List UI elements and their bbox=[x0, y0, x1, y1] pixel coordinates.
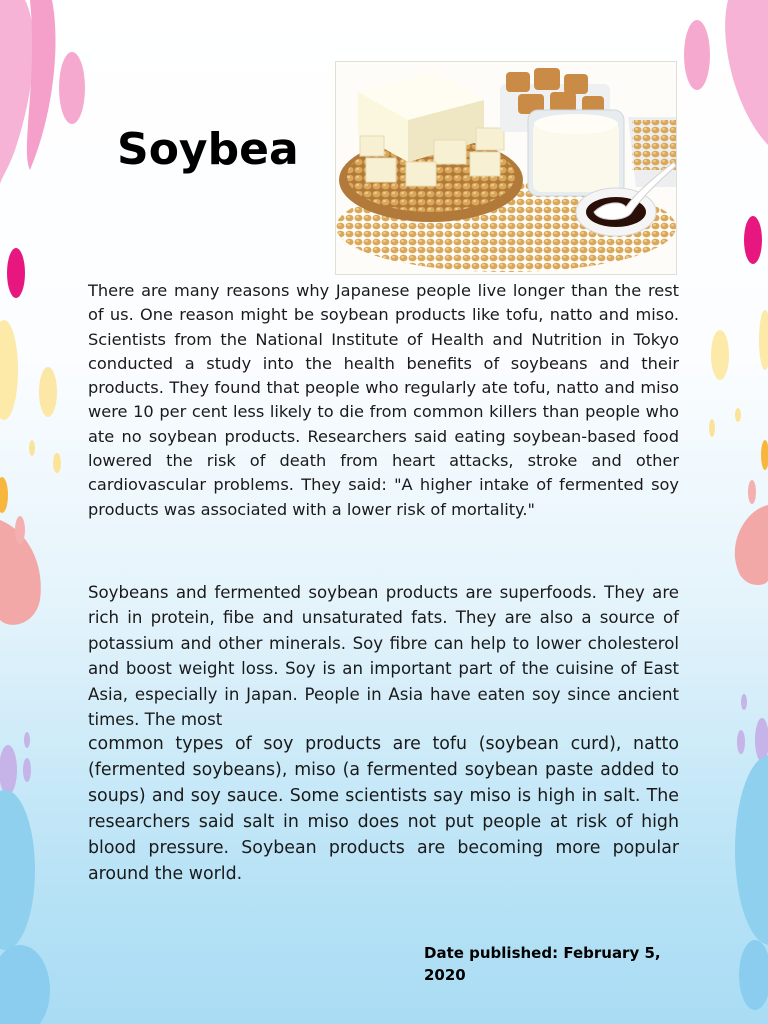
orange-dot-left bbox=[0, 477, 8, 513]
pink-dot-left bbox=[59, 52, 85, 124]
orange-dot-right bbox=[761, 440, 768, 470]
lavender-dot-left bbox=[0, 745, 17, 795]
pink-dot-right bbox=[684, 20, 710, 90]
lavender-dot-right-3 bbox=[741, 694, 747, 710]
salmon-dot-left bbox=[15, 516, 25, 544]
sky-blob-right bbox=[735, 755, 768, 945]
lavender-dot-right-2 bbox=[737, 730, 745, 754]
magenta-dot-left bbox=[7, 248, 25, 298]
sky-blob-left bbox=[0, 790, 35, 950]
pink-wave-left bbox=[27, 0, 56, 170]
salmon-dot-right bbox=[748, 480, 756, 504]
paragraph-2-continued: common types of soy products are tofu (soybean curd), natto (fermented soybeans), miso (a fermented soybean paste added to soups) and soy sauce. Some scientists say miso is high in salt. The researchers said salt in miso does not put people at risk of high blood pressure. Soybean products are becoming more popular around the world. bbox=[88, 734, 679, 884]
yellow-dot-left-4 bbox=[29, 440, 35, 456]
soy-products-illustration bbox=[336, 62, 676, 274]
paragraph-2: Soybeans and fermented soybean products are superfoods. They are rich in protein, fibe and unsaturated fats. They are also a source of potassium and other minerals. Soy fibre can help to lower cholesterol and boost weight loss. Soy is an important part of the cuisine of East Asia, especially in Japan. People in Asia have eaten soy since ancient times. The most bbox=[88, 583, 679, 730]
yellow-dot-left-3 bbox=[53, 453, 61, 473]
soy-products-photo bbox=[335, 61, 677, 275]
paragraph-1: There are many reasons why Japanese people live longer than the rest of us. One reason might be soybean products like tofu, natto and miso. Scientists from the National Institute of Health and Nutrition in Tokyo conducted a study into the health benefits of soybeans and their products. They found that people who regularly ate tofu, natto and miso were 10 per cent less likely to die from common killers than people who ate no soybean products. Researchers said eating soybean-based food lowered the risk of death from heart attacks, stroke and other cardiovascular problems. They said: "A higher intake of fermented soy products was associated with a lower risk of mortality." bbox=[88, 281, 679, 519]
pink-swirl-left bbox=[0, 0, 34, 185]
pink-swirl-right bbox=[725, 0, 768, 145]
sky-blob-right-2 bbox=[739, 940, 768, 1010]
magenta-dot-right bbox=[744, 216, 762, 264]
date-published: Date published: February 5, 2020 bbox=[424, 944, 661, 984]
lavender-dot-left-2 bbox=[23, 758, 31, 782]
yellow-dot-right-3 bbox=[709, 419, 715, 437]
yellow-dot-right-4 bbox=[735, 408, 741, 422]
tofu-cube bbox=[434, 140, 466, 164]
yellow-dot-left bbox=[0, 320, 18, 420]
salmon-wave-left bbox=[0, 520, 41, 625]
lavender-dot-right bbox=[755, 718, 768, 762]
yellow-dot-right bbox=[711, 330, 729, 380]
page-title: Soybea bbox=[117, 124, 299, 175]
yellow-dot-right-2 bbox=[759, 310, 768, 370]
sky-blob-left-2 bbox=[0, 945, 50, 1024]
salmon-wave-right bbox=[735, 505, 768, 585]
yellow-dot-left-2 bbox=[39, 367, 57, 417]
lavender-dot-left-3 bbox=[24, 732, 30, 748]
